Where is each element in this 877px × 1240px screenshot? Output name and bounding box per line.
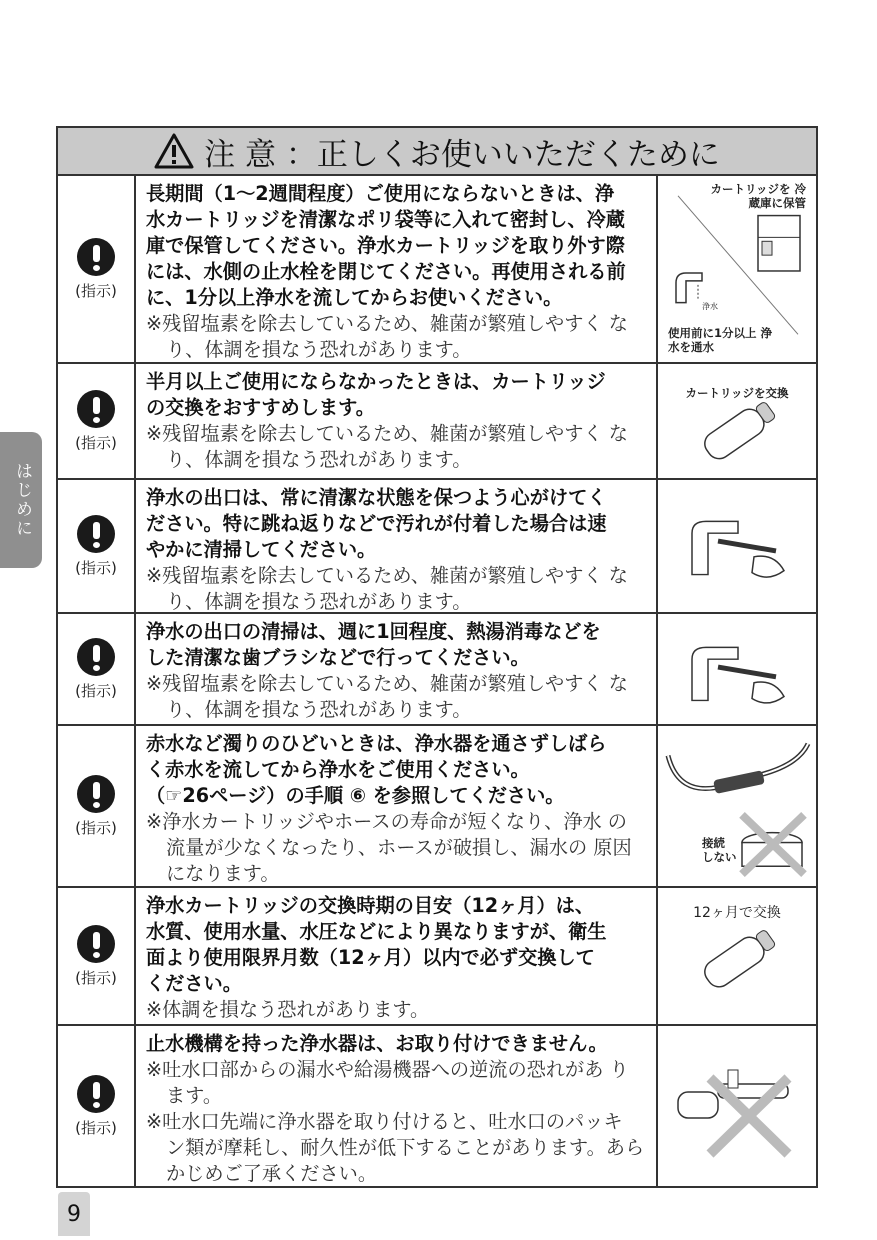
instruction-note: ※残留塩素を除去しているため、雑菌が繁殖しやすく なり、体調を損なう恐れがあります。	[146, 422, 628, 471]
instruction-mark: (指示)	[58, 480, 136, 612]
instruction-text: 止水機構を持った浄水器は、お取り付けできません。	[146, 1032, 608, 1055]
exclamation-icon	[77, 515, 115, 553]
illustration-brush-cleaning	[656, 480, 816, 612]
instruction-note: ※残留塩素を除去しているため、雑菌が繁殖しやすく なり、体調を損なう恐れがあります。	[146, 672, 628, 721]
illustration-hose-no-connect: 接続 しない	[656, 726, 816, 886]
caution-row	[58, 364, 816, 480]
warning-triangle-icon	[154, 133, 194, 169]
caution-header	[58, 128, 816, 176]
instruction-note: ※体調を損なう恐れがあります。	[146, 998, 430, 1021]
instruction-text: 浄水の出口は、常に清潔な状態を保つよう心がけてく ださい。特に跳ね返りなどで汚れが付着した場合は速 やかに清掃してください。	[146, 486, 607, 561]
caution-row	[58, 614, 816, 726]
caution-row	[58, 726, 816, 888]
caution-row	[58, 176, 816, 364]
caution-row	[58, 1026, 816, 1186]
instruction-mark	[58, 176, 136, 362]
instruction-text: 赤水など濁りのひどいときは、浄水器を通さずしばら く赤水を流してから浄水をご使用ください。 （☞26ページ）の手順 ⑥ を参照してください。	[146, 732, 607, 807]
instruction-mark: (指示)	[58, 726, 136, 886]
page-number: 9	[58, 1192, 90, 1236]
instruction-mark: (指示)	[58, 1026, 136, 1186]
section-tab-label: はじめに	[12, 462, 32, 538]
instruction-text: 浄水の出口の清掃は、週に1回程度、熱湯消毒などを した清潔な歯ブラシなどで行ってください。	[146, 620, 601, 669]
illustration-faucet-no-install	[656, 1026, 816, 1186]
illustration-cartridge: 12ヶ月で交換	[656, 888, 816, 1024]
instruction-text: 浄水カートリッジの交換時期の目安（12ヶ月）は、 水質、使用水量、水圧などにより異なりますが、衛生 面より使用限界月数（12ヶ月）以内で必ず交換して ください。	[146, 894, 607, 995]
instruction-note: ※吐水口部からの漏水や給湯機器への逆流の恐れがあ ります。	[146, 1058, 629, 1107]
caution-table	[56, 126, 818, 1188]
instruction-mark: (指示)	[58, 364, 136, 478]
instruction-label: (指示)	[75, 281, 117, 300]
illustration-brush-cleaning	[656, 614, 816, 724]
instruction-note: ※吐水口先端に浄水器を取り付けると、吐水口のパッキ ン類が摩耗し、耐久性が低下することがあります。あら かじめご了承ください。	[146, 1110, 645, 1185]
illustration-cartridge: カートリッジを交換	[656, 364, 816, 478]
exclamation-icon	[77, 238, 115, 276]
instruction-text: 長期間（1～2週間程度）ご使用にならないときは、浄 水カートリッジを清潔なポリ袋等に入れて密封し、冷蔵 庫で保管してください。浄水カートリッジを取り外す際 には、水側の止水栓を閉じてください。再使用される前 に、1分以上浄水を流してからお使いください。	[146, 182, 626, 309]
instruction-note: ※残留塩素を除去しているため、雑菌が繁殖しやすく なり、体調を損なう恐れがあります。	[146, 312, 628, 361]
instruction-mark: (指示)	[58, 614, 136, 724]
caution-title: 注 意 ：正しくお使いいただくために	[204, 136, 720, 173]
exclamation-icon	[77, 775, 115, 813]
exclamation-icon	[77, 638, 115, 676]
exclamation-icon	[77, 390, 115, 428]
exclamation-icon	[77, 925, 115, 963]
instruction-note: ※浄水カートリッジやホースの寿命が短くなり、浄水 の流量が少なくなったり、ホースが破損し、漏水の 原因になります。	[146, 810, 632, 885]
instruction-text: 半月以上ご使用にならなかったときは、カートリッジ の交換をおすすめします。	[146, 370, 606, 419]
caution-row	[58, 480, 816, 614]
instruction-note: ※残留塩素を除去しているため、雑菌が繁殖しやすく なり、体調を損なう恐れがあります。	[146, 564, 628, 613]
illustration-fridge-faucet: カートリッジを 冷蔵庫に保管 浄水 使用前に1分以上 浄水を通水	[656, 176, 816, 362]
instruction-mark: (指示)	[58, 888, 136, 1024]
caution-row	[58, 888, 816, 1026]
section-tab	[0, 432, 42, 568]
exclamation-icon	[77, 1075, 115, 1113]
